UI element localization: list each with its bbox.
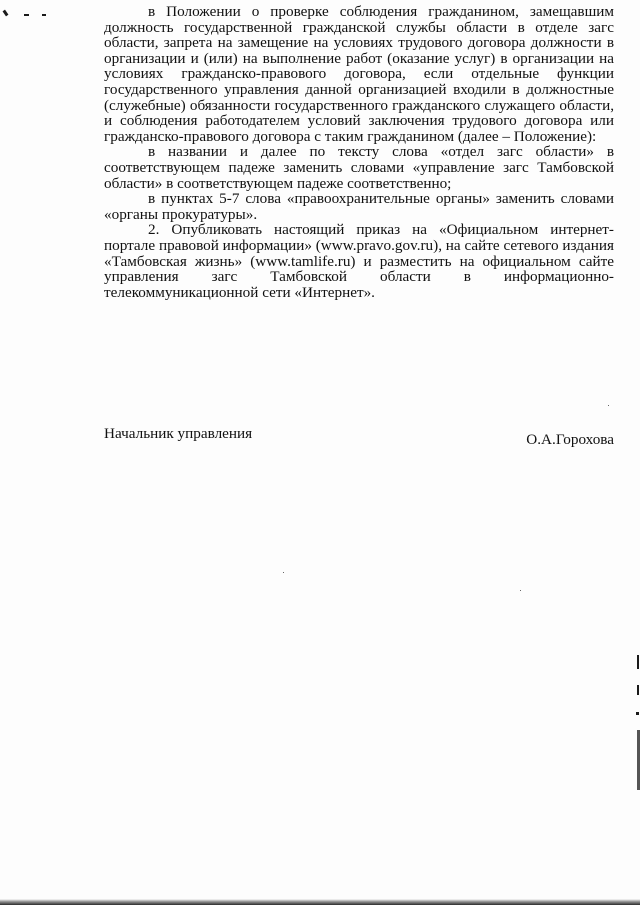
scan-artifact: [24, 14, 29, 16]
paragraph-name-change: в названии и далее по тексту слова «отдел загс области» в соответствующем падеже заменить словами «управление загс Тамбовской области» в соответствующем падеже соответственно;: [104, 143, 614, 192]
scan-speck: [283, 572, 284, 573]
paragraph-points-5-7: в пунктах 5-7 слова «правоохранительные органы» заменить словами «органы прокуратуры».: [104, 190, 614, 223]
scan-speck: [520, 590, 521, 591]
signatory-name: О.А.Горохова: [526, 431, 614, 448]
scan-artifact: [42, 14, 46, 16]
scan-artifact: [637, 685, 639, 695]
scan-artifact: [636, 712, 639, 715]
paragraph-publish: 2. Опубликовать настоящий приказ на «Официальном интернет-портале правовой информации» (www.pravo.gov.ru), на сайте сетевого издания «Тамбовская жизнь» (www.tamlife.ru) и разместить на официальном сайте управления загс Тамбовской области в информационно-телекоммуникационной сети «Интернет».: [104, 221, 614, 301]
scan-artifact: [637, 655, 639, 669]
document-body: [104, 4, 614, 300]
scan-bottom-edge: [0, 899, 640, 905]
paragraph-polozhenie: в Положении о проверке соблюдения гражданином, замещавшим должность государственной гражданской службы области в отделе загс области, запрета на замещение на условиях трудового договора должности в организации и (или) на выполнение работ (оказание услуг) в организации на условиях гражданско-правового договора, если отдельные функции государственного управления данной организацией входили в должностные (служебные) обязанности государственного гражданского служащего области, и соблюдения работодателем условий заключения трудового договора или гражданско-правового договора с таким гражданином (далее – Положение):: [104, 3, 614, 145]
scan-artifact: [3, 10, 9, 17]
scan-speck: [608, 405, 609, 406]
signatory-title: Начальник управления: [104, 425, 253, 442]
